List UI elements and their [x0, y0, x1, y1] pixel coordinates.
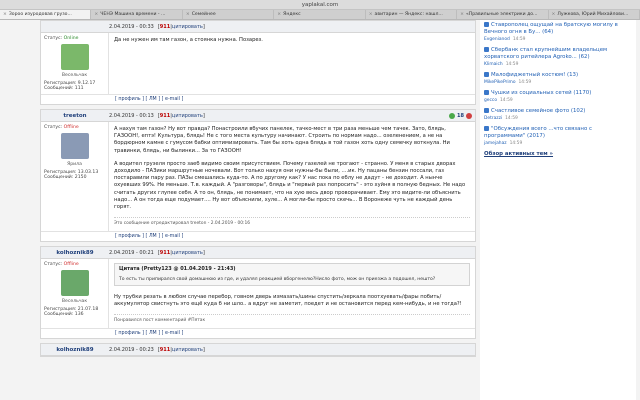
- post-author-info: [41, 259, 109, 328]
- status-label: Статус:: [44, 36, 64, 41]
- bracket-open: [: [157, 249, 160, 256]
- bracket-close: ]: [202, 346, 205, 353]
- forum-post: [40, 343, 476, 357]
- post-number[interactable]: 911: [159, 346, 171, 353]
- topic-title[interactable]: Чушки из социальных сетей: [491, 90, 572, 96]
- quote-link[interactable]: цитировать: [171, 346, 203, 353]
- topic-meta: [484, 62, 632, 67]
- post-meta: [109, 24, 475, 30]
- post-actions: [158, 24, 205, 30]
- browser-tab[interactable]: [549, 10, 640, 19]
- tab-title: Яндекс: [283, 12, 301, 17]
- tab-title: авитарин — Яндекс: нашл...: [374, 12, 443, 17]
- topic-link[interactable]: [484, 108, 632, 115]
- post-text: [109, 122, 475, 231]
- status-label: Статус:: [44, 262, 64, 268]
- bracket-close: ]: [202, 112, 205, 119]
- author-rank: Весельчак: [61, 299, 88, 305]
- close-icon[interactable]: ×: [551, 12, 556, 17]
- close-icon[interactable]: ×: [368, 12, 373, 17]
- topic-time: 14:59: [512, 37, 526, 42]
- post-author-link[interactable]: kolhoznik89: [56, 249, 94, 256]
- quote-block: [114, 263, 470, 285]
- topic-icon: [484, 108, 489, 113]
- post-number[interactable]: 911: [159, 249, 171, 256]
- topic-user[interactable]: Evgenianod: [484, 37, 510, 42]
- topic-link[interactable]: [484, 90, 632, 97]
- sidebar-topic: [484, 47, 632, 67]
- post-body: [41, 33, 475, 94]
- topic-link[interactable]: [484, 22, 632, 36]
- author-rank: Весельчак: [61, 73, 88, 78]
- post-footer-links[interactable]: [ профиль ] [ ЛМ ] [ e-mail ]: [41, 231, 475, 241]
- post-date: 2.04.2019 - 00:21: [109, 249, 154, 256]
- close-icon[interactable]: ×: [3, 12, 7, 17]
- tab-title: «Правильные электрики до...: [465, 12, 538, 17]
- post-paragraph: А водител грузеля просто заеб видимо своим присутствием. Почему газелей не трогают - странно. У меня в старых дворах доходило - ПАЗики маршрутные ночевали. Вот только нахуя они нужны-бы были, ....ик. Ну пацаны бензин поссали, газ постаравили пару раз. ПАЗы смешались куда-то. А по другому как? У нас пока по еблу не дадут - не доходит. А нынче охуевших 99%. Не меньше. Т.в. каждый. А "разговоры", блядь и "первый раз попросить" - это хуйня в полную бедных. Не надо считать других глупее себя. А то он, блядь, не понимает, что на хую весь двор проворачивает. Ему это видите-ли объяснить надо... А он тогда еще подумает.... Ну вот объяснили, хуле... А могли-бы просто скечь... В Воронеже чуть не каждый день горят.: [114, 160, 466, 211]
- sidebar-active-topics: [480, 20, 636, 400]
- avatar[interactable]: [61, 270, 89, 296]
- active-topics-link[interactable]: Обзор активных тем »: [484, 151, 554, 157]
- topic-meta: [484, 98, 632, 103]
- bracket-open: [: [157, 112, 160, 119]
- topic-link[interactable]: [484, 72, 632, 79]
- address-bar[interactable]: [0, 0, 640, 10]
- post-header: [41, 344, 475, 356]
- sidebar-topic: [484, 90, 632, 103]
- post-date: 2.04.2019 - 00:33: [109, 23, 154, 30]
- sidebar-topic: [484, 108, 632, 121]
- topic-icon: [484, 22, 489, 27]
- topic-meta: [484, 80, 632, 85]
- tab-title: Зороо изуродовав грузо...: [8, 12, 72, 17]
- post-paragraph: А нахуя там газон? Ну вот правда? Понастроили вбучих панелек, тачко-мест в три раза меньше чем тачек. Зато, блядь, ГАЗООН!, ептэ! Культура, блядь! Не с того места культуру начинают. Строить по нормам надо... озеленением, а не на бордюрном камне с гумусом бабки оптимизировать. Там бы хоть одна блядь в той газон хоть одну семечку воткнула. Ни травинки, блядь, ни былинки... За то ГАЗООН!: [114, 126, 450, 154]
- topic-link[interactable]: [484, 47, 632, 61]
- topic-user[interactable]: gecco: [484, 98, 498, 103]
- topic-count: (1170): [571, 90, 592, 96]
- author-registered: Регистрация: 13.03.13: [44, 170, 99, 175]
- author-status: [44, 125, 105, 130]
- topic-title[interactable]: Сбербанк стал крупнейшим владельцем хорватского ритейлера Agroko...: [484, 47, 608, 60]
- close-icon[interactable]: ×: [277, 12, 282, 17]
- topic-user[interactable]: jamejahaz: [484, 141, 507, 146]
- post-header: [41, 21, 475, 33]
- post-text: [109, 259, 475, 328]
- avatar[interactable]: [61, 133, 89, 159]
- topic-title[interactable]: Малофиджетный костюм!: [491, 72, 566, 78]
- topic-icon: [484, 126, 489, 131]
- post-date: 2.04.2019 - 00:13: [109, 112, 154, 119]
- post-author-info: [41, 33, 109, 94]
- bracket-close: ]: [202, 23, 205, 30]
- post-actions: [158, 250, 205, 256]
- topic-meta: [484, 116, 632, 121]
- forum-thread: [40, 20, 476, 361]
- topic-meta: [484, 141, 632, 146]
- edit-note: Понравился пост комментарий #Пятак: [114, 314, 470, 324]
- topic-time: 14:59: [509, 141, 523, 146]
- post-actions: [158, 113, 205, 119]
- topic-count: (62): [576, 54, 590, 60]
- browser-tab[interactable]: [183, 10, 274, 19]
- forum-post: [40, 20, 476, 105]
- edit-note: Это сообщение отредактировал treeton - 2.04.2019 - 00:16: [114, 217, 470, 227]
- browser-tab[interactable]: [274, 10, 365, 19]
- topic-icon: [484, 72, 489, 77]
- separator: |: [170, 249, 172, 256]
- author-post-count: Сообщений: 2150: [44, 175, 87, 180]
- separator: |: [170, 23, 172, 30]
- topic-user[interactable]: Detrazzi: [484, 116, 503, 121]
- url-text: yaplakal.com: [301, 1, 339, 8]
- avatar[interactable]: [61, 44, 89, 70]
- post-rating: [449, 113, 475, 119]
- topic-icon: [484, 90, 489, 95]
- close-icon[interactable]: ×: [94, 12, 99, 17]
- topic-icon: [484, 47, 489, 52]
- sidebar-topic: [484, 126, 632, 146]
- page: [0, 20, 640, 400]
- browser-tab[interactable]: [0, 10, 91, 19]
- quote-link[interactable]: цитировать: [171, 23, 203, 30]
- author-post-count: Сообщений: 111: [44, 86, 84, 91]
- post-number[interactable]: 911: [159, 23, 171, 30]
- status-value: Offline: [63, 262, 79, 268]
- status-label: Статус:: [44, 125, 64, 130]
- quote-body: То есть ты припирался свой домашнюю из где, и удалял реакцией вборгенелю?Нисло фото, мож он приезжа а подошел, нешто?: [119, 276, 436, 282]
- topic-link[interactable]: [484, 126, 632, 140]
- tab-title: Лужкова, Юрий Михайлови...: [557, 12, 629, 17]
- browser-tab[interactable]: [457, 10, 548, 19]
- topic-title[interactable]: Ставрополец ощущай на братскую могилу в Вечного огня в Бу...: [484, 22, 618, 35]
- post-footer-links[interactable]: [ профиль ] [ ЛМ ] [ e-mail ]: [41, 94, 475, 104]
- post-header: [41, 110, 475, 122]
- topic-count: (2017): [525, 133, 545, 139]
- rate-down-icon[interactable]: [466, 113, 472, 119]
- post-number[interactable]: 911: [159, 112, 171, 119]
- author-rank: Ярила: [67, 162, 82, 167]
- post-meta: [109, 347, 475, 353]
- topic-count: (64): [540, 29, 554, 35]
- status-value: Online: [63, 36, 79, 41]
- topic-meta: [484, 37, 632, 42]
- browser-tab[interactable]: [366, 10, 457, 19]
- post-header: [41, 247, 475, 259]
- sidebar-topic: [484, 72, 632, 85]
- author-registered: Регистрация: 9.12.17: [44, 81, 96, 86]
- separator: |: [170, 112, 172, 119]
- quote-header: Цитата (Pretty123 @ 01.04.2019 - 21:43): [119, 266, 236, 273]
- topic-title[interactable]: "Обсуждения всего ...что связано с программами": [484, 126, 592, 139]
- quote-link[interactable]: цитировать: [171, 249, 203, 256]
- post-author-info: [41, 122, 109, 231]
- rate-up-icon[interactable]: [449, 113, 455, 119]
- bracket-open: [: [157, 346, 160, 353]
- quote-link[interactable]: цитировать: [171, 112, 203, 119]
- post-body: [41, 259, 475, 328]
- sidebar-topic: [484, 22, 632, 42]
- post-actions: [158, 347, 205, 353]
- separator: |: [170, 346, 172, 353]
- close-icon[interactable]: ×: [460, 12, 464, 17]
- post-date: 2.04.2019 - 00:23: [109, 346, 154, 353]
- topic-time: 14:59: [500, 98, 513, 103]
- topic-count: (13): [565, 72, 579, 78]
- author-registered: Регистрация: 21.07.18: [44, 307, 99, 313]
- post-paragraph: Ну трубки резать в любом случае перебор, говном дверь измазать/шины спустить/зеркала поотхуевать/фары побить/аккумулятор свистнуть это ещё куда б ни шло.. а вдруг не заметит, поедет и не остановится перед кем-нибудь, и не тогда?!: [114, 293, 462, 308]
- tab-bar: [0, 10, 640, 20]
- post-author-link[interactable]: treeton: [63, 112, 87, 119]
- topic-count: (102): [569, 108, 586, 114]
- post-meta: [109, 250, 475, 256]
- bracket-open: [: [157, 23, 160, 30]
- topic-time: 14:59: [505, 62, 519, 67]
- topic-user[interactable]: MikePikePrimo: [484, 80, 516, 85]
- bracket-close: ]: [202, 249, 205, 256]
- post-text: [109, 33, 475, 94]
- post-paragraph: Да не нужен им там газон, а стоянка нужна. Позарез.: [114, 37, 263, 43]
- tab-title: Семейнее: [191, 12, 216, 17]
- forum-post: [40, 109, 476, 242]
- author-post-count: Сообщений: 136: [44, 312, 84, 318]
- tab-title: ЧЕНЭ Машина времени - ...: [100, 12, 166, 17]
- forum-post: [40, 246, 476, 339]
- post-meta: [109, 113, 475, 119]
- topic-time: 14:59: [505, 116, 518, 121]
- post-author-link[interactable]: kolhoznik89: [56, 346, 94, 353]
- status-value: Offline: [63, 125, 79, 130]
- rating-value: 18: [457, 112, 464, 119]
- post-footer-links[interactable]: [ профиль ] [ ЛМ ] [ e-mail ]: [41, 328, 475, 338]
- browser-tab[interactable]: [91, 10, 182, 19]
- author-status: [44, 36, 105, 41]
- author-status: [44, 262, 105, 267]
- post-body: [41, 122, 475, 231]
- topic-user[interactable]: Klimaich: [484, 62, 503, 67]
- topic-time: 14:59: [518, 80, 532, 85]
- topic-title[interactable]: Счастливое семейное фото: [491, 108, 570, 114]
- close-icon[interactable]: ×: [185, 12, 190, 17]
